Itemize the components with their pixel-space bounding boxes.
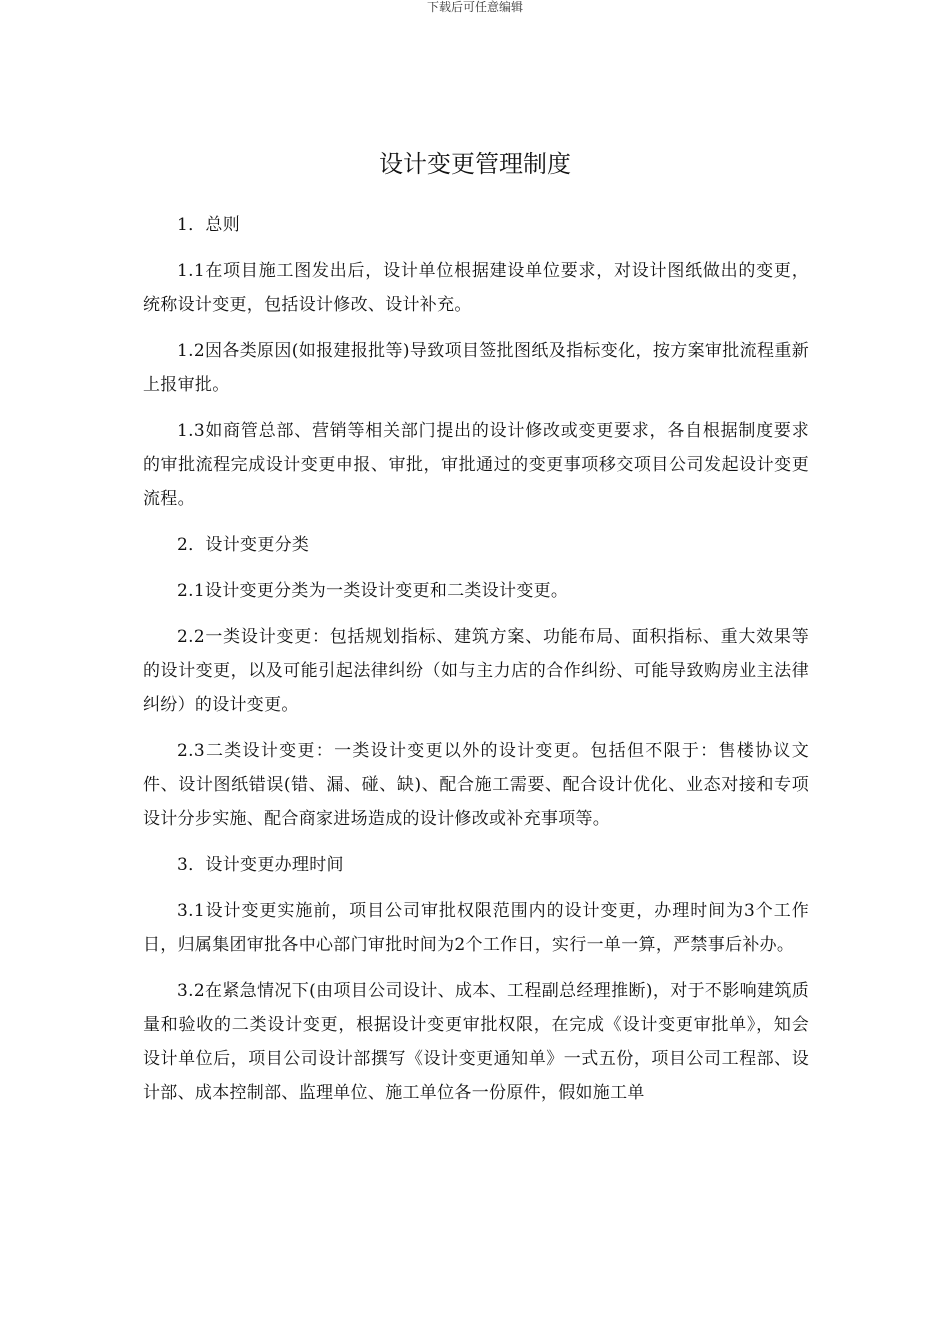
section-heading-processing-time: 3．设计变更办理时间 (177, 855, 344, 875)
document-body (143, 208, 809, 1122)
paragraph-3-2: 3.2在紧急情况下(由项目公司设计、成本、工程副总经理推断)，对于不影响建筑质量和验收的二类设计变更，根据设计变更审批权限，在完成《设计变更审批单》，知会设计单位后，项目公司设计部撰写《设计变更通知单》一式五份，项目公司工程部、设计部、成本控制部、监理单位、施工单位各一份原件，假如施工单 (143, 981, 809, 1103)
header-note: 下载后可任意编辑 (426, 0, 523, 14)
paragraph-3-1: 3.1设计变更实施前，项目公司审批权限范围内的设计变更，办理时间为3个工作日，归属集团审批各中心部门审批时间为2个工作日，实行一单一算，严禁事后补办。 (143, 901, 809, 955)
paragraph-2-1: 2.1设计变更分类为一类设计变更和二类设计变更。 (177, 581, 569, 601)
paragraph-2-2: 2.2一类设计变更：包括规划指标、建筑方案、功能布局、面积指标、重大效果等的设计变更，以及可能引起法律纠纷（如与主力店的合作纠纷、可能导致购房业主法律纠纷）的设计变更。 (143, 627, 809, 715)
section-heading-classification: 2．设计变更分类 (177, 535, 310, 555)
paragraph-1-2: 1.2因各类原因(如报建报批等)导致项目签批图纸及指标变化，按方案审批流程重新上报审批。 (143, 341, 809, 395)
paragraph-1-3: 1.3如商管总部、营销等相关部门提出的设计修改或变更要求，各自根据制度要求的审批流程完成设计变更申报、审批，审批通过的变更事项移交项目公司发起设计变更流程。 (143, 421, 809, 509)
paragraph-1-1: 1.1在项目施工图发出后，设计单位根据建设单位要求，对设计图纸做出的变更，统称设计变更，包括设计修改、设计补充。 (143, 261, 809, 315)
section-heading-general: 1．总则 (177, 215, 241, 235)
document-title: 设计变更管理制度 (379, 150, 571, 178)
paragraph-2-3: 2.3二类设计变更：一类设计变更以外的设计变更。包括但不限于：售楼协议文件、设计图纸错误(错、漏、碰、缺)、配合施工需要、配合设计优化、业态对接和专项设计分步实施、配合商家进场造成的设计修改或补充事项等。 (143, 741, 809, 829)
